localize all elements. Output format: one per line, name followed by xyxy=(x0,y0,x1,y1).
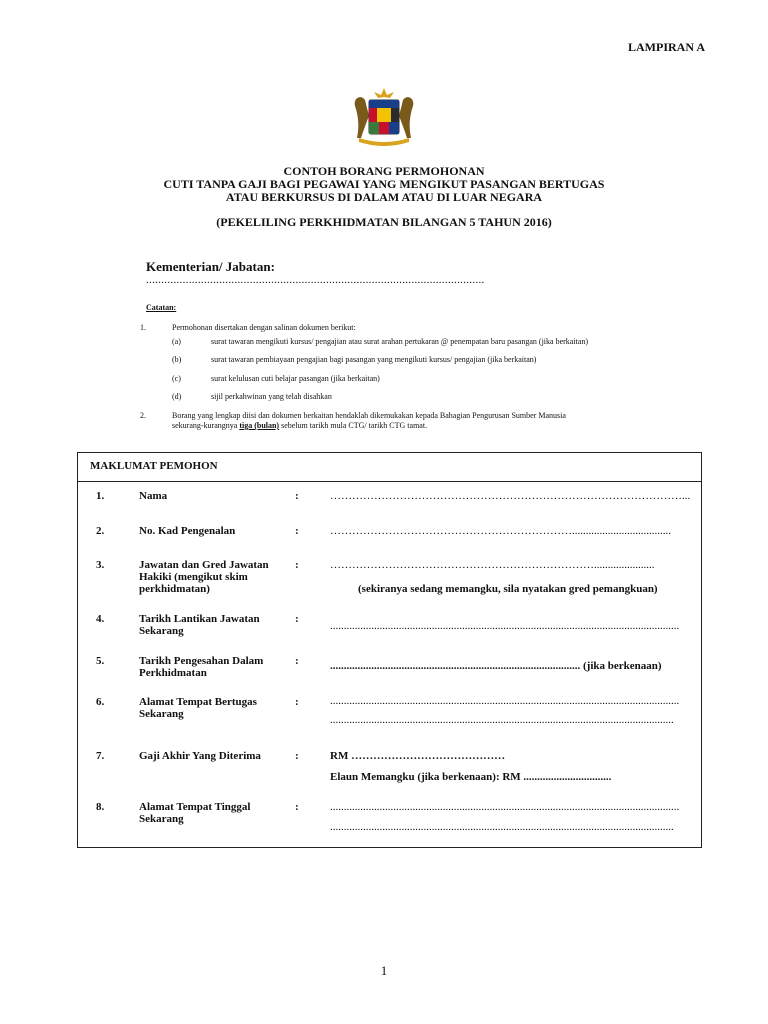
field-label-alamat-tinggal: Alamat Tempat Tinggal Sekarang xyxy=(139,801,251,825)
field-label-nama: Nama xyxy=(139,490,168,502)
row-number: 3. xyxy=(96,559,105,571)
alamat-tinggal-field-1[interactable]: ............................................................................................................................... xyxy=(330,801,680,813)
note-sub-text: sijil perkahwinan yang telah disahkan xyxy=(211,392,332,401)
note-1-text: Permohonan disertakan dengan salinan dokumen berikut: xyxy=(172,323,356,332)
title-line-3: ATAU BERKURSUS DI DALAM ATAU DI LUAR NEGARA xyxy=(225,190,543,204)
row-number: 7. xyxy=(96,750,105,762)
note-1-number: 1. xyxy=(140,323,146,332)
row-number: 2. xyxy=(96,525,105,537)
nama-field[interactable]: ……………………………………………………………………………………... xyxy=(330,490,691,502)
note-sub-label: (d) xyxy=(172,392,182,401)
note-sub-text: surat tawaran mengikuti kursus/ pengajian atau surat arahan pertukaran @ penempatan baru pasangan (jika berkaitan) xyxy=(211,337,588,346)
tarikh-lantikan-field[interactable]: ............................................................................................................................... xyxy=(330,620,680,632)
note-2-emphasis: tiga (bulan) xyxy=(239,421,280,430)
note-2-post: sebelum tarikh mula CTG/ tarikh CTG tamat. xyxy=(279,421,428,430)
colon: : xyxy=(295,559,299,571)
note-sub-text: surat kelulusan cuti belajar pasangan (jika berkaitan) xyxy=(211,374,380,383)
kementerian-field[interactable]: ............................................................................................................... xyxy=(146,274,485,286)
colon: : xyxy=(295,613,299,625)
colon: : xyxy=(295,696,299,708)
colon: : xyxy=(295,750,299,762)
catatan-heading: Catatan: xyxy=(146,303,177,312)
note-2-line-1: Borang yang lengkap diisi dan dokumen berkaitan hendaklah dikemukakan kepada Bahagian Pengurusan Sumber Manusia xyxy=(172,411,566,420)
field-label-alamat-bertugas: Alamat Tempat Bertugas Sekarang xyxy=(139,696,257,720)
note-2-line-2 xyxy=(172,421,427,431)
row-number: 4. xyxy=(96,613,105,625)
kementerian-label: Kementerian/ Jabatan: xyxy=(146,259,275,274)
alamat-bertugas-field-1[interactable]: ............................................................................................................................... xyxy=(330,695,680,707)
field-label-tarikh-pengesahan: Tarikh Pengesahan Dalam Perkhidmatan xyxy=(139,655,264,679)
colon: : xyxy=(295,525,299,537)
colon: : xyxy=(295,490,299,502)
jawatan-note: (sekiranya sedang memangku, sila nyatakan gred pemangkuan) xyxy=(358,583,658,595)
gaji-field[interactable]: RM …………………………………… xyxy=(330,750,506,762)
field-label-jawatan: Jawatan dan Gred Jawatan Hakiki (mengikut skim perkhidmatan) xyxy=(139,559,269,595)
row-number: 1. xyxy=(96,490,105,502)
title-line-1: CONTOH BORANG PERMOHONAN xyxy=(283,164,485,178)
lampiran-label: LAMPIRAN A xyxy=(628,40,705,54)
row-number: 6. xyxy=(96,696,105,708)
field-label-tarikh-lantikan: Tarikh Lantikan Jawatan Sekarang xyxy=(139,613,260,637)
maklumat-pemohon-header xyxy=(77,452,702,482)
title-line-2: CUTI TANPA GAJI BAGI PEGAWAI YANG MENGIKUT PASANGAN BERTUGAS xyxy=(163,177,605,191)
coat-of-arms-icon xyxy=(347,86,421,146)
note-sub-text: surat tawaran pembiayaan pengajian bagi pasangan yang mengikuti kursus/ pengajian (jika berkaitan) xyxy=(211,355,537,364)
note-2-pre: sekurang-kurangnya xyxy=(172,421,240,430)
maklumat-pemohon-box xyxy=(77,452,702,848)
note-sub-label: (b) xyxy=(172,355,182,364)
row-number: 8. xyxy=(96,801,105,813)
colon: : xyxy=(295,801,299,813)
alamat-tinggal-field-2[interactable]: ............................................................................................................................. xyxy=(330,821,674,833)
jawatan-field[interactable]: ………………………………………………………………...................... xyxy=(330,559,655,571)
note-sub-label: (c) xyxy=(172,374,181,383)
ic-field[interactable]: ………………………………………………………….................................... xyxy=(330,525,671,537)
field-label-gaji: Gaji Akhir Yang Diterima xyxy=(139,750,261,762)
note-2-number: 2. xyxy=(140,411,146,420)
alamat-bertugas-field-2[interactable]: ............................................................................................................................. xyxy=(330,714,674,726)
elaun-memangku-field[interactable]: Elaun Memangku (jika berkenaan): RM ................................ xyxy=(330,771,612,783)
row-number: 5. xyxy=(96,655,105,667)
form-title xyxy=(0,165,768,229)
page-number: 1 xyxy=(380,963,388,978)
tarikh-pengesahan-field[interactable]: ........................................................................................... (jika berkenaan) xyxy=(330,660,662,672)
field-label-ic: No. Kad Pengenalan xyxy=(139,525,236,537)
section-heading: MAKLUMAT PEMOHON xyxy=(90,460,218,472)
title-line-4: (PEKELILING PERKHIDMATAN BILANGAN 5 TAHUN 2016) xyxy=(216,215,552,229)
colon: : xyxy=(295,655,299,667)
note-sub-label: (a) xyxy=(172,337,181,346)
